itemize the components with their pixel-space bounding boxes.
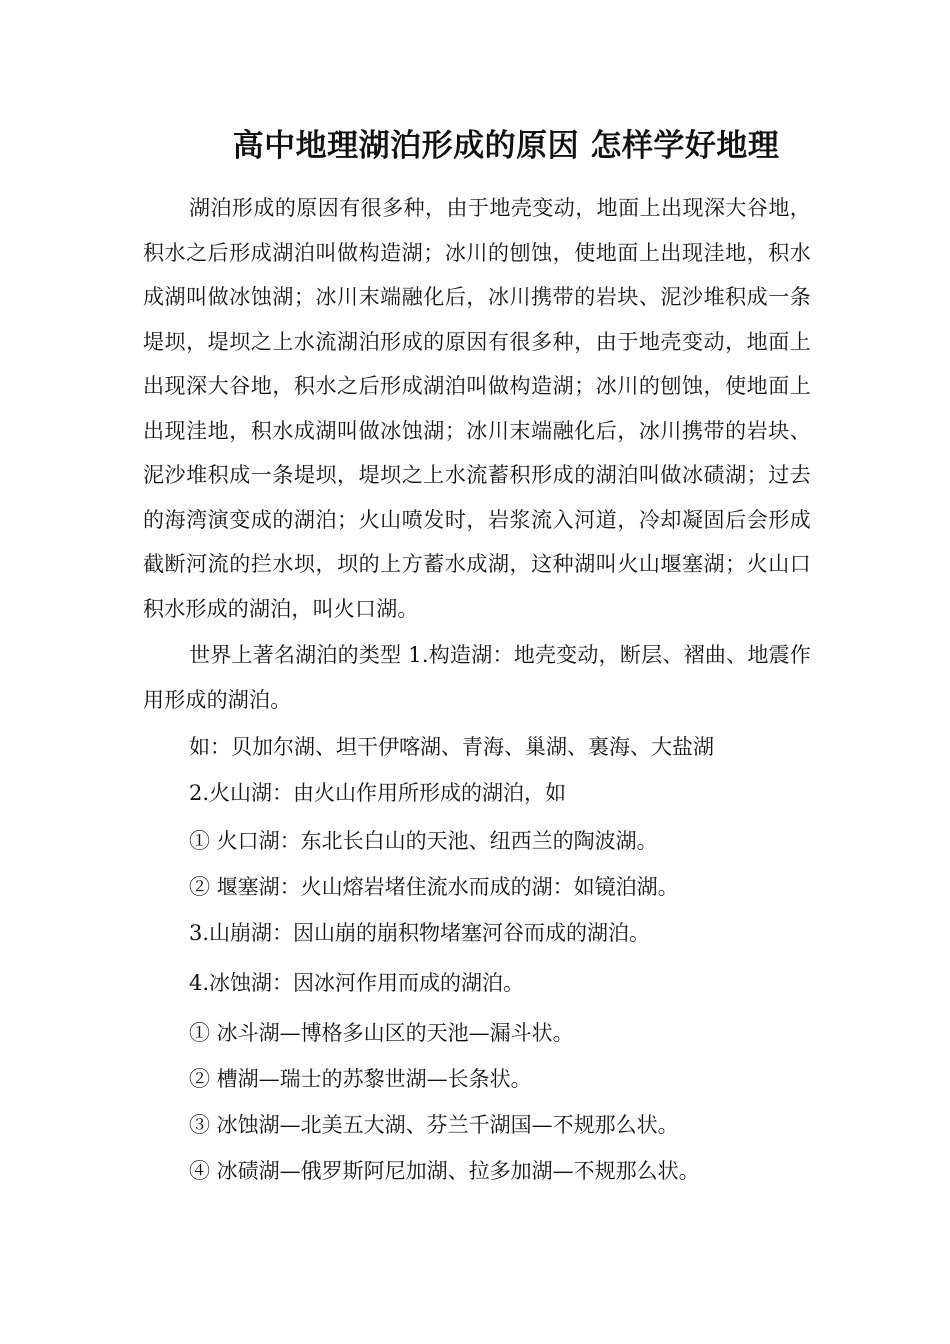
paragraph-lake-types: 世界上著名湖泊的类型 1.构造湖：地壳变动，断层、褶曲、地震作用形成的湖泊。 [143, 643, 811, 712]
list-item-barrier-lake: ② 堰塞湖：火山熔岩堵住流水而成的湖：如镜泊湖。 [189, 875, 679, 899]
paragraph-lake-formation: 湖泊形成的原因有很多种，由于地壳变动，地面上出现深大谷地，积水之后形成湖泊叫做构造湖；冰川的刨蚀，使地面上出现洼地，积水成湖叫做冰蚀湖；冰川末端融化后，冰川携带的岩块、泥沙堆积成一条堤坝，堤坝之上水流湖泊形成的原因有很多种，由于地壳变动，地面上出现深大谷地，积水之后形成湖泊叫做构造湖；冰川的刨蚀，使地面上出现洼地，积水成湖叫做冰蚀湖；冰川末端融化后，冰川携带的岩块、泥沙堆积成一条堤坝，堤坝之上水流蓄积形成的湖泊叫做冰碛湖；过去的海湾演变成的湖泊；火山喷发时，岩浆流入河道，冷却凝固后会形成截断河流的拦水坝，坝的上方蓄水成湖，这种湖叫火山堰塞湖；火山口积水形成的湖泊，叫火口湖。 [143, 196, 811, 621]
list-item-glacial-erosion-lake: ③ 冰蚀湖—北美五大湖、芬兰千湖国—不规那么状。 [189, 1113, 679, 1137]
list-item-moraine-lake: ④ 冰碛湖—俄罗斯阿尼加湖、拉多加湖—不规那么状。 [189, 1159, 700, 1183]
list-item-cirque-lake: ① 冰斗湖—博格多山区的天池—漏斗状。 [189, 1021, 574, 1045]
document-title: 高中地理湖泊形成的原因 怎样学好地理 [232, 128, 780, 164]
list-item-volcanic-lake: 2.火山湖：由火山作用所形成的湖泊，如 [189, 781, 567, 805]
list-item-landslide-lake: 3.山崩湖：因山崩的崩积物堵塞河谷而成的湖泊。 [189, 921, 651, 945]
list-item-glacial-lake: 4.冰蚀湖：因冰河作用而成的湖泊。 [189, 971, 525, 995]
document-body [143, 186, 811, 1194]
list-item-trough-lake: ② 槽湖—瑞士的苏黎世湖—长条状。 [189, 1067, 532, 1091]
list-item-examples: 如：贝加尔湖、坦干伊喀湖、青海、巢湖、裏海、大盐湖 [189, 735, 714, 759]
list-item-crater-lake: ① 火口湖：东北长白山的天池、纽西兰的陶波湖。 [189, 829, 658, 853]
